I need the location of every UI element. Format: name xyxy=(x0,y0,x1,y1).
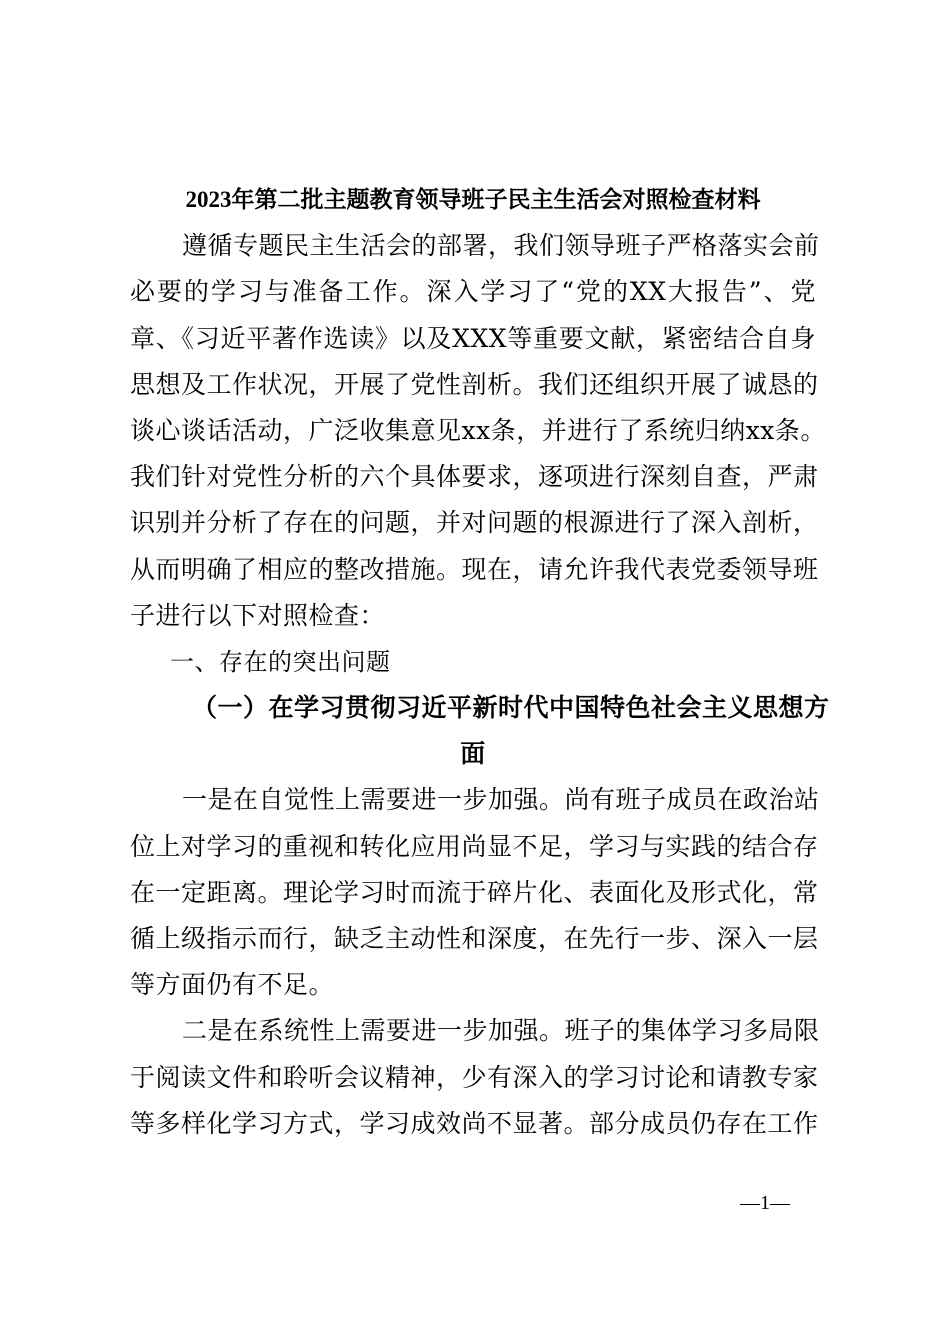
point2-line: 于阅读文件和聆听会议精神，少有深入的学习讨论和请教专家 xyxy=(130,1062,819,1092)
intro-line: 谈心谈话活动，广泛收集意见xx条，并进行了系统归纳xx条。 xyxy=(130,415,826,445)
intro-line: 思想及工作状况，开展了党性剖析。我们还组织开展了诚恳的 xyxy=(130,369,819,399)
intro-line: 遵循专题民主生活会的部署，我们领导班子严格落实会前 xyxy=(182,231,820,261)
point2-line: 等多样化学习方式，学习成效尚不显著。部分成员仍存在工作 xyxy=(130,1108,819,1138)
point1-line: 循上级指示而行，缺乏主动性和深度，在先行一步、深入一层 xyxy=(130,924,819,953)
document-page xyxy=(130,177,830,1147)
page-number: —1— xyxy=(740,1192,790,1214)
point1-line: 在一定距离。理论学习时而流于碎片化、表面化及形式化，常 xyxy=(130,877,819,907)
intro-line: 子进行以下对照检查： xyxy=(130,600,386,630)
intro-line: 识别并分析了存在的问题，并对问题的根源进行了深入剖析， xyxy=(130,508,819,538)
subsection-heading-cont: 面 xyxy=(460,739,486,769)
intro-line: 必要的学习与准备工作。深入学习了“党的XX大报告”、党 xyxy=(130,277,816,307)
document-title: 2023年第二批主题教育领导班子民主生活会对照检查材料 xyxy=(185,187,761,212)
point2-line: 二是在系统性上需要进一步加强。班子的集体学习多局限 xyxy=(182,1016,820,1046)
intro-line: 我们针对党性分析的六个具体要求，逐项进行深刻自查，严肃 xyxy=(130,462,819,492)
point1-line: 等方面仍有不足。 xyxy=(130,970,335,1000)
intro-line: 从而明确了相应的整改措施。现在，请允许我代表党委领导班 xyxy=(130,554,819,584)
point1-line: 一是在自觉性上需要进一步加强。尚有班子成员在政治站 xyxy=(182,785,820,815)
section-heading: 一、存在的突出问题 xyxy=(170,647,391,676)
intro-line: 章、《习近平著作选读》以及XXX等重要文献，紧密结合自身 xyxy=(130,323,816,353)
subsection-heading: （一）在学习贯彻习近平新时代中国特色社会主义思想方 xyxy=(192,693,830,723)
point1-line: 位上对学习的重视和转化应用尚显不足，学习与实践的结合存 xyxy=(130,831,819,861)
